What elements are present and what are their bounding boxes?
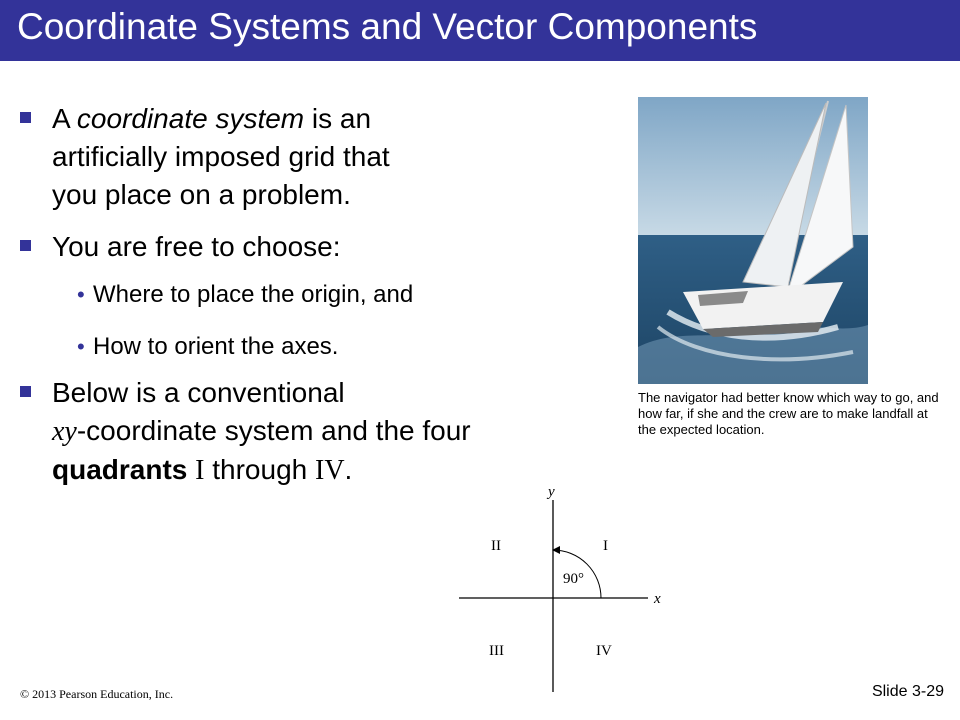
angle-label: 90° <box>563 571 584 587</box>
x-axis-label: x <box>654 591 661 607</box>
square-bullet-icon <box>20 386 31 397</box>
xy-symbol: xy <box>52 416 77 447</box>
quadrant-4-label: IV <box>596 643 612 659</box>
square-bullet-icon <box>20 112 31 123</box>
quadrant-diagram <box>455 482 670 692</box>
title-bar <box>0 0 960 61</box>
term-quadrants: quadrants <box>52 454 188 485</box>
slide-title: Coordinate Systems and Vector Components <box>17 6 758 47</box>
dot-bullet-icon: • <box>77 334 85 359</box>
bullet-coordinate-system: A coordinate system is an artificially imposed grid that you place on a problem. <box>20 100 620 214</box>
square-bullet-icon <box>20 240 31 251</box>
sub-bullet-origin: • Where to place the origin, and <box>77 281 414 308</box>
photo-caption: The navigator had better know which way to go, and how far, if she and the crew are to make landfall at the expected location. <box>638 390 939 437</box>
y-axis-label: y <box>548 484 555 500</box>
xy-axes-svg <box>455 482 670 692</box>
sub-bullet-axes: • How to orient the axes. <box>77 333 339 360</box>
slide-number: Slide 3-29 <box>871 683 944 700</box>
bullet-conventional-system: Below is a conventional xy-coordinate system and the four quadrants I through IV. <box>20 374 620 490</box>
bullet-free-to-choose: You are free to choose: <box>20 228 620 266</box>
bullet-list <box>20 100 620 490</box>
quadrant-1-label: I <box>603 538 608 554</box>
sailboat-image <box>638 97 868 384</box>
term-coordinate-system: coordinate system <box>76 103 305 134</box>
quadrant-3-label: III <box>489 643 504 659</box>
quadrant-2-label: II <box>491 538 501 554</box>
sailboat-photo <box>638 97 868 384</box>
dot-bullet-icon: • <box>77 282 85 307</box>
copyright: © 2013 Pearson Education, Inc. <box>20 687 174 701</box>
